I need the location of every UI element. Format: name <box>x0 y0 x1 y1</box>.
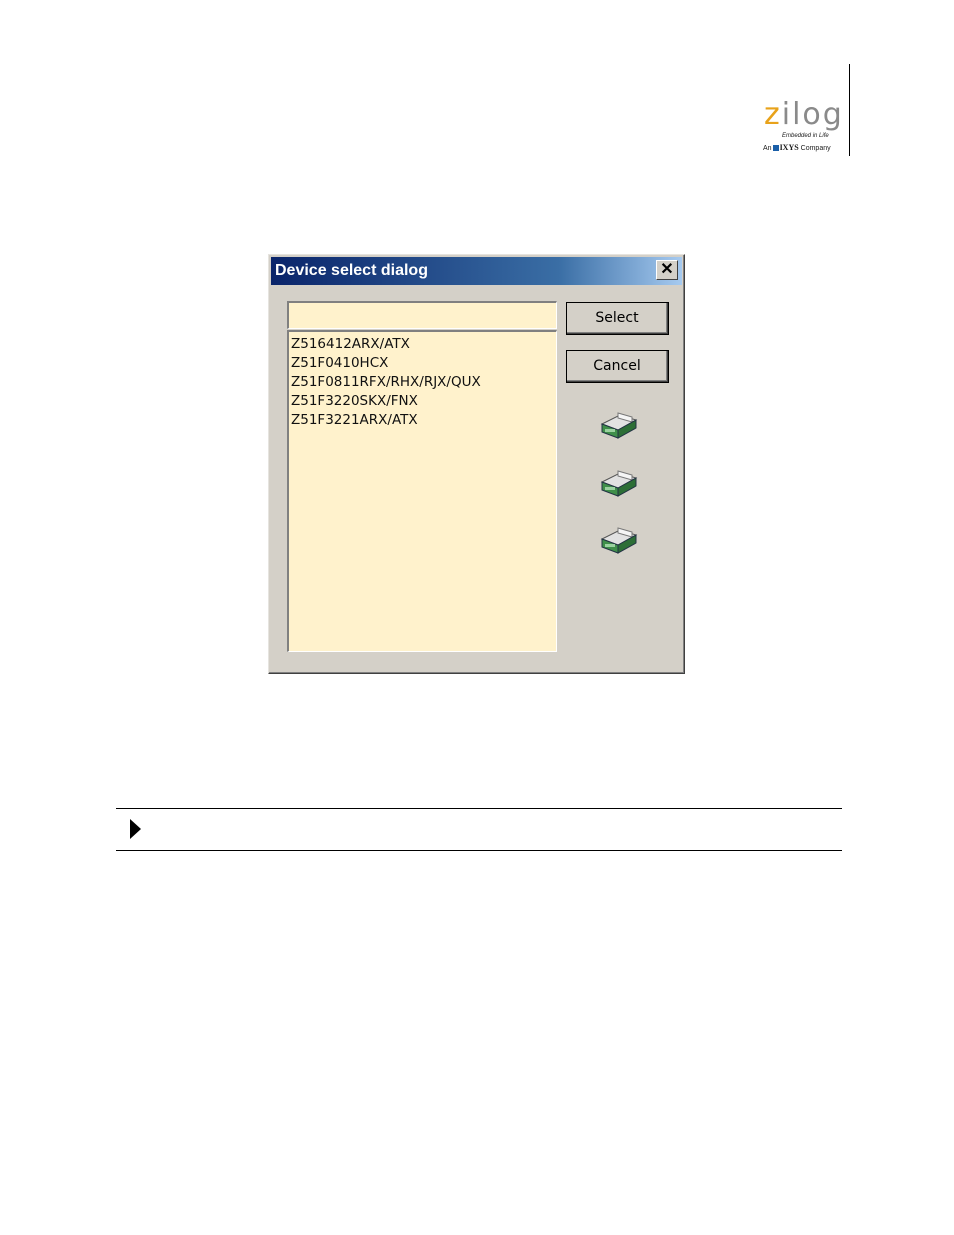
logo-wordmark: zilog <box>764 97 844 132</box>
usb-device-icon[interactable] <box>596 466 640 500</box>
note-arrow-icon <box>130 819 141 839</box>
close-icon: ✕ <box>660 261 674 278</box>
logo-company: An IXYS Company <box>763 143 831 152</box>
note-top-rule <box>116 808 842 809</box>
note-bottom-rule <box>116 850 842 851</box>
device-list-item[interactable]: Z51F3221ARX/ATX <box>291 412 418 428</box>
device-list[interactable] <box>287 330 557 652</box>
device-list-item[interactable]: Z51F0410HCX <box>291 355 389 371</box>
logo-tagline: Embedded in Life <box>782 133 829 139</box>
usb-device-icon[interactable] <box>596 408 640 442</box>
device-filter-input[interactable] <box>287 301 557 329</box>
usb-device-icon[interactable] <box>596 523 640 557</box>
dialog-titlebar[interactable] <box>271 257 682 285</box>
zilog-logo <box>760 97 846 156</box>
device-list-item[interactable]: Z51F0811RFX/RHX/RJX/QUX <box>291 374 481 390</box>
select-button[interactable]: Select <box>566 302 669 335</box>
device-select-dialog <box>268 254 685 674</box>
dialog-title: Device select dialog <box>275 262 428 279</box>
device-list-item[interactable]: Z51F3220SKX/FNX <box>291 393 418 409</box>
close-button[interactable] <box>656 260 678 280</box>
cancel-button[interactable]: Cancel <box>566 350 669 383</box>
device-list-item[interactable]: Z516412ARX/ATX <box>291 336 410 352</box>
header-divider <box>849 64 850 156</box>
ixys-square-icon <box>773 145 779 151</box>
